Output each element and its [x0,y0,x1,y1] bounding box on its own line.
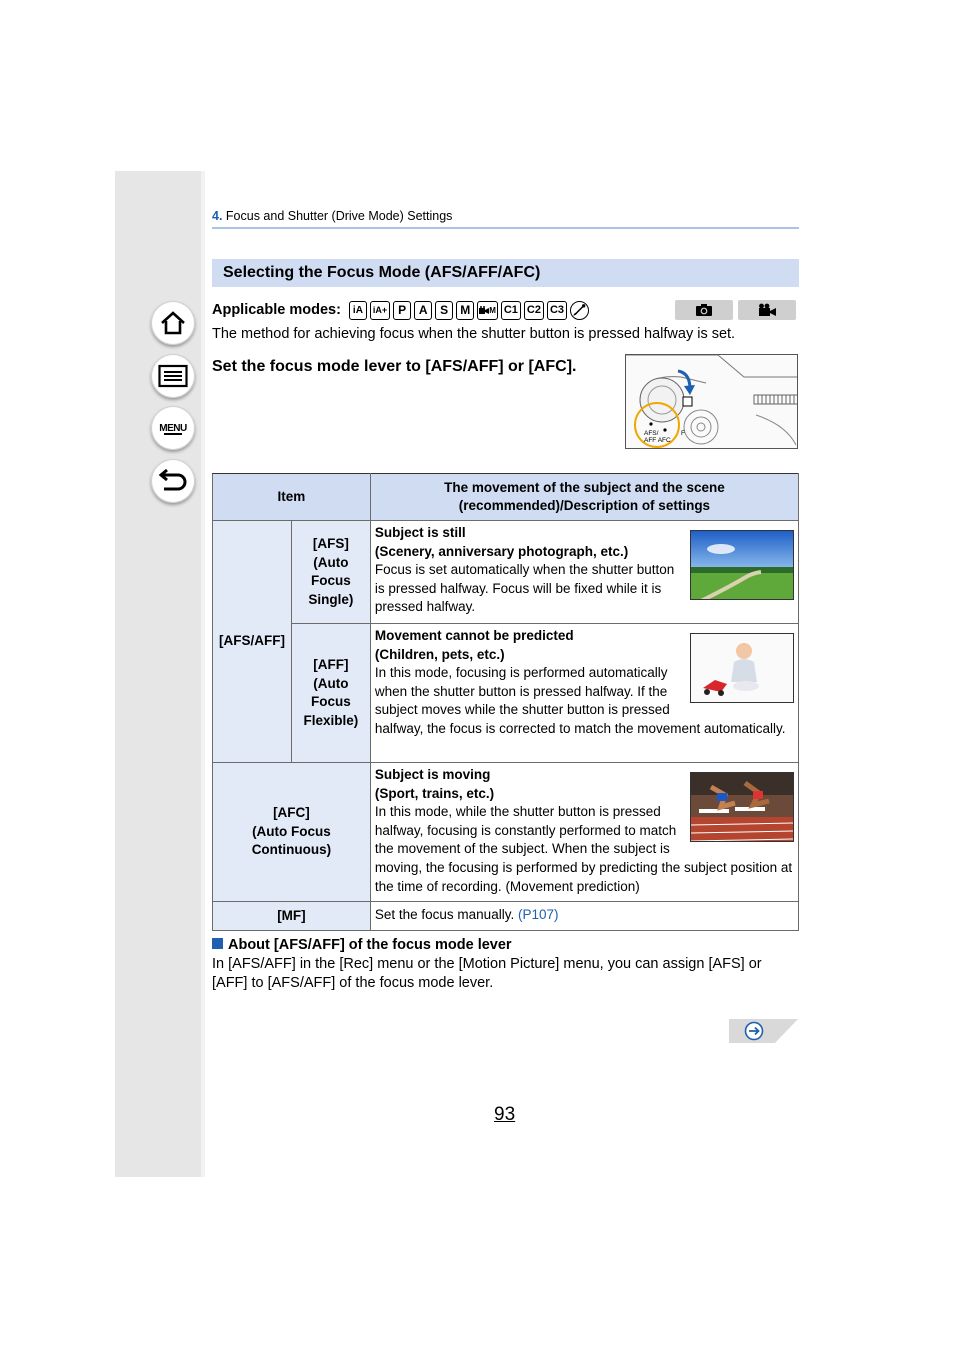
home-icon [159,309,187,337]
return-icon [158,468,188,494]
aff-text: In this mode, focusing is performed automatically when the shutter button is pressed halfway. If the subject moves while the shutter button is pressed halfway, the focus is corrected to match the movement automatically. [374,665,786,736]
header-description: The movement of the subject and the scene (recommended)/Description of settings [370,474,798,521]
video-tab [738,300,796,320]
mode-c1-icon: C1 [501,301,521,320]
step-heading: Set the focus mode lever to [AFS/AFF] or [AFC]. [212,358,577,375]
page-number: 93 [494,1104,516,1125]
header-item: Item [213,474,371,521]
mode-ia-icon: iA [349,301,367,320]
mf-page-link[interactable]: (P107) [517,907,559,923]
movie-camera-icon [757,303,777,317]
label-afs: [AFS] (Auto Focus Single) [291,521,370,624]
chapter-title: Focus and Shutter (Drive Mode) Settings [225,209,453,223]
photo-tab [675,300,733,320]
breadcrumb [212,209,452,223]
desc-mf [370,902,798,931]
contents-button[interactable] [151,354,195,398]
afs-subtitle: (Scenery, anniversary photograph, etc.) [374,543,629,559]
mode-p-icon: P [393,301,411,320]
menu-icon: MENU [159,422,187,434]
focus-lever-illustration [625,354,798,449]
mode-creative-icon [570,301,589,320]
lever-label-afs: AFS/ [644,430,659,437]
camera-icon [695,303,713,317]
applicable-modes [212,300,592,320]
table-row-mf [213,902,799,931]
scenery-photo [690,530,794,600]
desc-afc [370,763,798,902]
desc-afs [370,521,798,624]
hurdles-photo [690,772,794,842]
mode-c3-icon: C3 [547,301,567,320]
mode-a-icon: A [414,301,432,320]
aff-subtitle: (Children, pets, etc.) [374,646,505,662]
afs-text: Focus is set automatically when the shutter button is pressed halfway. Focus will be fixed while it is pressed halfway. [374,562,675,615]
mode-c2-icon: C2 [524,301,544,320]
back-button[interactable] [151,459,195,503]
list-icon [158,364,188,388]
desc-aff [370,624,798,763]
hurdles-image [691,773,794,842]
label-aff: [AFF] (Auto Focus Flexible) [291,624,370,763]
applicable-modes-label: Applicable modes: [212,302,341,318]
afc-title: Subject is moving [374,767,491,782]
label-afc: [AFC] (Auto Focus Continuous) [213,763,371,902]
table-row-aff [213,624,799,763]
next-page-button[interactable] [729,1019,798,1043]
table-header-row [213,474,799,521]
scenery-image [691,531,794,600]
bullet-square-icon [212,938,223,949]
mode-movie-m-icon: M [477,301,498,320]
child-photo [690,633,794,703]
about-text: In [AFS/AFF] in the [Rec] menu or the [Motion Picture] menu, you can assign [AFS] or [AFF] to [AFS/AFF] of the focus mode lever. [212,956,762,991]
lever-label-aff-afc: AFF AFC [644,437,671,444]
focus-lever-drawing [626,355,798,449]
about-heading: About [AFS/AFF] of the focus mode lever [212,937,512,953]
lever-label-mf: F [681,430,685,437]
mf-text: Set the focus manually. [374,907,515,923]
menu-button[interactable] [151,406,195,450]
description: The method for achieving focus when the shutter button is pressed halfway is set. [212,326,736,342]
afc-text: In this mode, while the shutter button is pressed halfway, focusing is constantly performed to match the movement of the subject. When the subject is moving, the focusing is performed by predicting the subject position at the time of recording. (Movement prediction) [374,804,793,894]
aff-title: Movement cannot be predicted [374,628,574,643]
breadcrumb-rule [212,227,799,229]
menu-underline [164,433,182,435]
home-button[interactable] [151,301,195,345]
chapter-number: 4. [212,209,223,223]
afc-subtitle: (Sport, trains, etc.) [374,785,495,801]
group-label-afs-aff: [AFS/AFF] [213,521,292,763]
mode-s-icon: S [435,301,453,320]
creative-brush-icon [573,303,586,317]
mode-m-icon: M [456,301,474,320]
next-arrow-icon [729,1019,798,1043]
table-row-afc [213,763,799,902]
child-image [691,634,794,703]
movie-camera-small-icon [479,306,489,315]
mode-ia-plus-icon: iA+ [370,301,390,320]
section-title: Selecting the Focus Mode (AFS/AFF/AFC) [212,259,799,287]
table-row-afs [213,521,799,624]
label-mf: [MF] [213,902,371,931]
focus-mode-table [212,473,799,931]
sidebar-edge [201,171,205,1177]
afs-title: Subject is still [374,525,466,540]
